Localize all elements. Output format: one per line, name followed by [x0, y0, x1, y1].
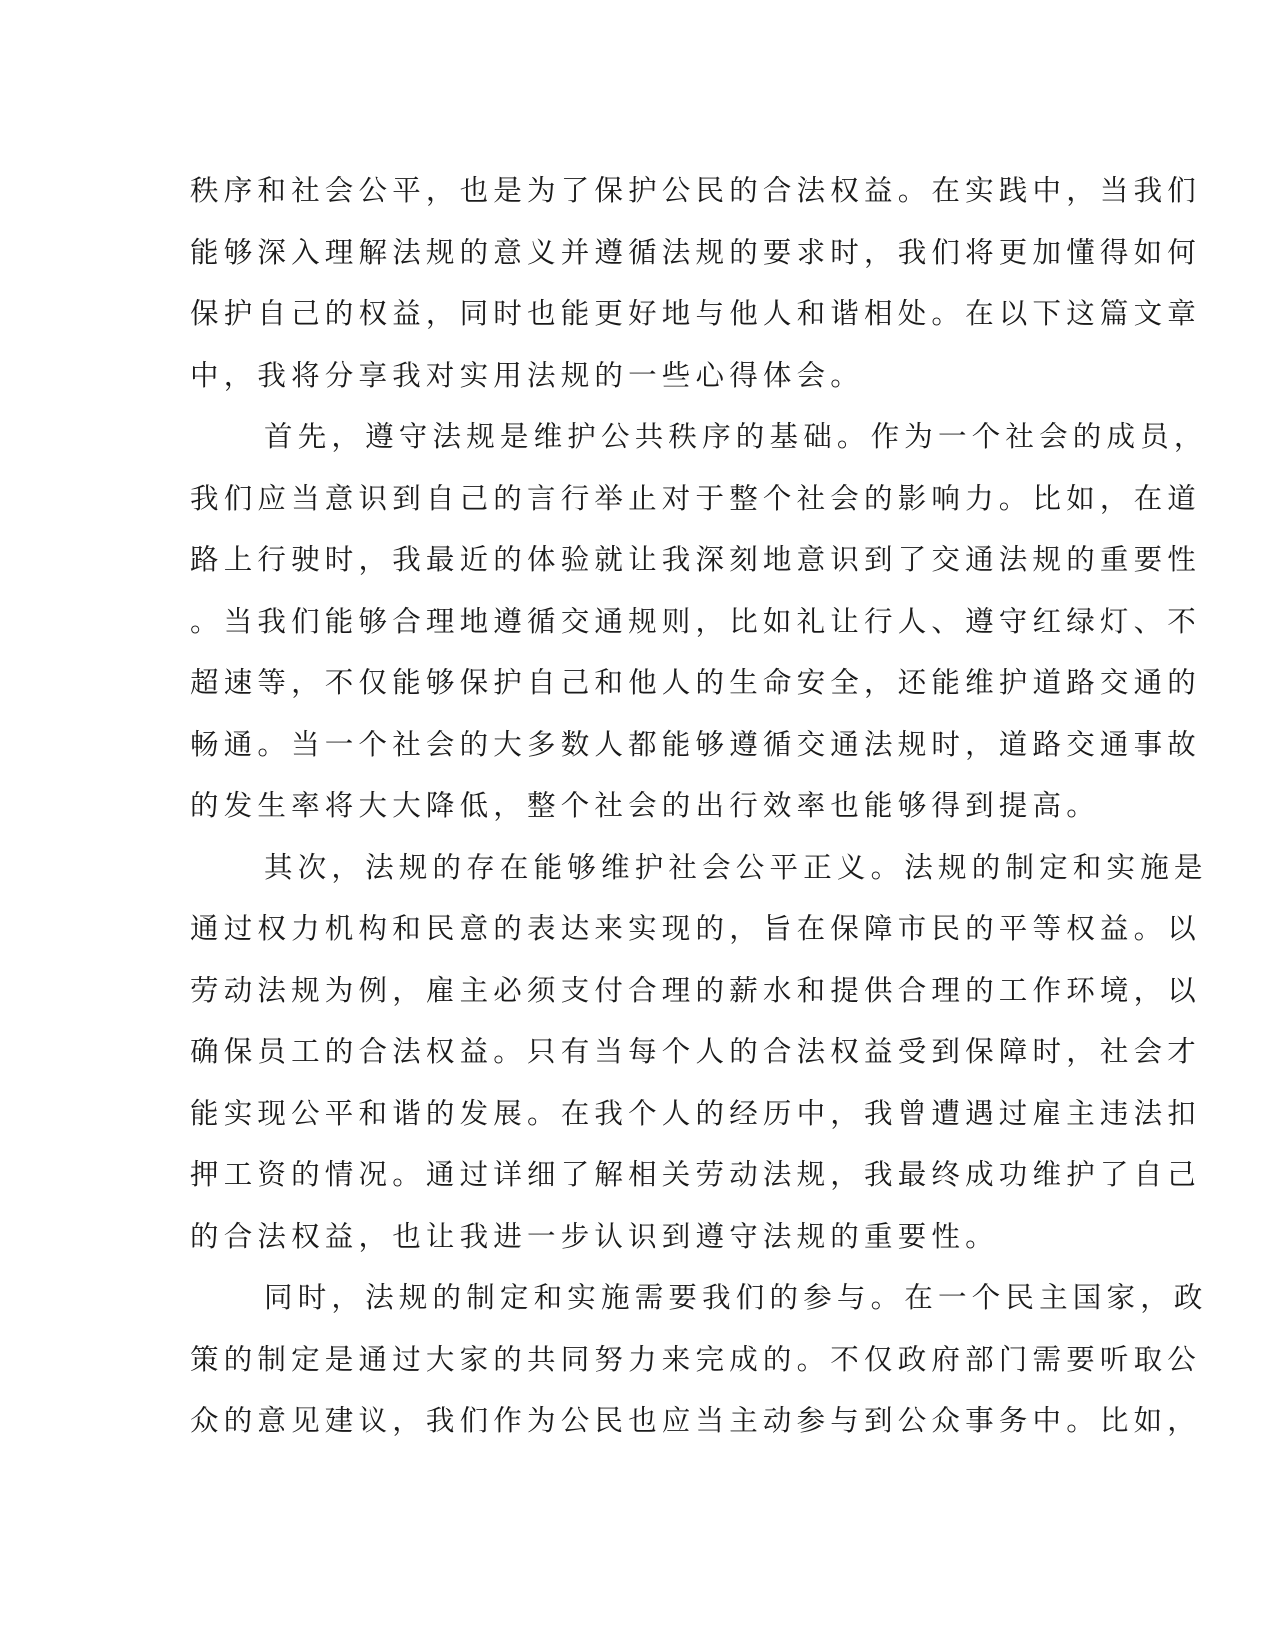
- text-line: 秩序和社会公平，也是为了保护公民的合法权益。在实践中，当我们: [190, 174, 1202, 207]
- text-line: 超速等，不仅能够保护自己和他人的生命安全，还能维护道路交通的: [190, 666, 1202, 699]
- text-line: 我们应当意识到自己的言行举止对于整个社会的影响力。比如，在道: [190, 481, 1202, 515]
- text-line: 的发生率将大大降低，整个社会的出行效率也能够得到提高。: [190, 789, 1100, 822]
- paragraph-1: [190, 160, 1202, 406]
- text-line: 策的制定是通过大家的共同努力来完成的。不仅政府部门需要听取公: [190, 1342, 1202, 1376]
- paragraph-3: [190, 837, 1208, 1268]
- text-line: 其次，法规的存在能够维护社会公平正义。法规的制定和实施是: [264, 850, 1208, 884]
- text-line: 确保员工的合法权益。只有当每个人的合法权益受到保障时，社会才: [190, 1035, 1202, 1068]
- text-line: 押工资的情况。通过详细了解相关劳动法规，我最终成功维护了自己: [190, 1158, 1202, 1191]
- text-line: 中，我将分享我对实用法规的一些心得体会。: [190, 358, 865, 392]
- text-line: 劳动法规为例，雇主必须支付合理的薪水和提供合理的工作环境，以: [190, 973, 1202, 1007]
- text-line: 路上行驶时，我最近的体验就让我深刻地意识到了交通法规的重要性: [190, 543, 1202, 576]
- text-line: 通过权力机构和民意的表达来实现的，旨在保障市民的平等权益。以: [190, 912, 1202, 945]
- text-line: 的合法权益，也让我进一步认识到遵守法规的重要性。: [190, 1219, 999, 1253]
- text-line: 保护自己的权益，同时也能更好地与他人和谐相处。在以下这篇文章: [190, 297, 1202, 330]
- paragraph-4: [190, 1267, 1208, 1452]
- paragraph-2: [190, 406, 1208, 837]
- text-line: 能够深入理解法规的意义并遵循法规的要求时，我们将更加懂得如何: [190, 235, 1202, 269]
- text-line: 畅通。当一个社会的大多数人都能够遵循交通法规时，道路交通事故: [190, 727, 1202, 761]
- text-line: 能实现公平和谐的发展。在我个人的经历中，我曾遭遇过雇主违法扣: [190, 1096, 1202, 1130]
- text-line: 众的意见建议，我们作为公民也应当主动参与到公众事务中。比如，: [190, 1404, 1202, 1437]
- text-line: 。当我们能够合理地遵循交通规则，比如礼让行人、遵守红绿灯、不: [190, 604, 1202, 638]
- body-text: [190, 160, 1208, 1452]
- text-line: 首先，遵守法规是维护公共秩序的基础。作为一个社会的成员，: [264, 420, 1208, 453]
- text-line: 同时，法规的制定和实施需要我们的参与。在一个民主国家，政: [264, 1281, 1208, 1314]
